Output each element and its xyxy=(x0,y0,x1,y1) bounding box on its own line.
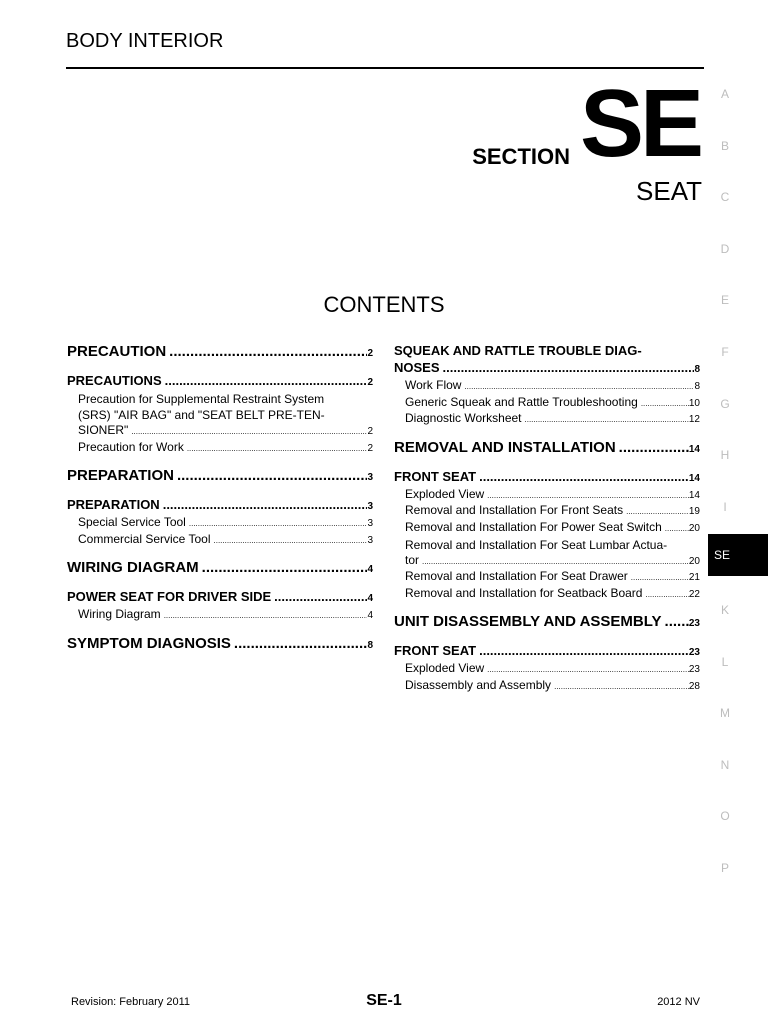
toc-entry-page: 23 xyxy=(688,664,700,676)
toc-entry-title: NOSES xyxy=(394,360,440,375)
toc-entry-title: Removal and Installation for Seatback Board xyxy=(405,585,643,600)
section-label: SECTION xyxy=(472,144,570,169)
toc-row xyxy=(67,440,373,457)
toc-entry-title: Precaution for Work xyxy=(78,439,184,454)
toc-leader-dots xyxy=(476,468,689,485)
toc-entry-title: Work Flow xyxy=(405,378,462,392)
toc-leader-dots xyxy=(662,521,689,537)
toc-leader-dots xyxy=(211,533,368,549)
toc-leader-dots xyxy=(271,588,367,605)
toc-entry-title: Exploded View xyxy=(405,661,485,676)
toc-row xyxy=(394,586,700,603)
toc-entry-page: 2 xyxy=(367,426,373,437)
toc-row xyxy=(67,588,373,607)
toc-entry-title: Wiring Diagram xyxy=(78,607,161,622)
toc-entry-title: FRONT SEAT xyxy=(394,643,477,659)
toc-entry-page: 12 xyxy=(688,414,700,426)
toc-leader-dots xyxy=(616,438,689,458)
toc-entry-title: PRECAUTION xyxy=(67,343,167,360)
toc-entry-title: UNIT DISASSEMBLY AND ASSEMBLY xyxy=(394,613,662,631)
toc-entry[interactable] xyxy=(394,642,700,661)
toc-entry[interactable] xyxy=(394,378,700,395)
toc-entry[interactable] xyxy=(394,342,700,378)
toc-entry-title: tor xyxy=(405,552,420,567)
toc-entry[interactable] xyxy=(394,438,700,460)
toc-row xyxy=(394,411,700,428)
toc-leader-dots xyxy=(484,488,689,504)
side-index-letter[interactable]: E xyxy=(720,293,729,308)
side-index-letter[interactable]: N xyxy=(720,757,730,772)
toc-entry[interactable] xyxy=(394,569,700,586)
side-index-letter[interactable]: L xyxy=(721,654,729,669)
toc-entry-title: Removal and Installation For Front Seats xyxy=(405,503,624,518)
toc-row xyxy=(394,503,700,520)
side-index-letter[interactable]: O xyxy=(720,809,730,824)
toc-entry-page: 2 xyxy=(367,348,373,359)
side-index-letter[interactable]: B xyxy=(720,138,729,153)
toc-entry-page: 8 xyxy=(367,639,373,651)
side-index-letter[interactable]: C xyxy=(720,190,730,205)
toc-row xyxy=(394,612,700,634)
toc-entry-title: REMOVAL AND INSTALLATION xyxy=(394,438,616,456)
side-index-letter[interactable]: D xyxy=(720,241,730,256)
toc-entry[interactable] xyxy=(67,588,373,607)
toc-entry-title: PRECAUTIONS xyxy=(67,373,162,388)
toc-entry-page: 28 xyxy=(688,680,700,692)
toc-row xyxy=(394,395,700,412)
toc-entry-page: 2 xyxy=(367,377,373,388)
toc-entry[interactable] xyxy=(394,612,700,634)
side-index-active-tab[interactable] xyxy=(708,534,768,576)
toc-leader-dots xyxy=(638,396,689,412)
side-index-active-label: SE xyxy=(714,548,731,562)
toc-entry-title: POWER SEAT FOR DRIVER SIDE xyxy=(67,589,272,605)
toc-entry[interactable] xyxy=(394,411,700,428)
toc-entry[interactable] xyxy=(394,661,700,678)
toc-entry-title: FRONT SEAT xyxy=(394,468,477,484)
toc-leader-dots xyxy=(419,554,689,570)
toc-row xyxy=(67,634,373,656)
toc-entry[interactable] xyxy=(67,607,373,624)
side-index-letter[interactable]: K xyxy=(720,603,729,617)
toc-leader-dots xyxy=(166,342,367,362)
toc-entry-title: Commercial Service Tool xyxy=(78,531,211,546)
toc-leader-dots xyxy=(231,634,368,654)
toc-entry[interactable] xyxy=(394,586,700,603)
toc-leader-dots xyxy=(623,504,689,520)
side-index-letter[interactable]: M xyxy=(720,706,730,721)
toc-row xyxy=(394,487,700,504)
toc-entry[interactable] xyxy=(394,678,700,695)
toc-entry-text-line: Removal and Installation For Seat Lumbar Actua- xyxy=(405,537,668,552)
toc-entry[interactable] xyxy=(67,342,373,364)
toc-leader-dots xyxy=(162,372,368,389)
header-rule xyxy=(66,67,704,69)
toc-entry[interactable] xyxy=(394,503,700,520)
side-index-letter[interactable]: A xyxy=(720,87,729,101)
toc-entry-text-line: (SRS) "AIR BAG" and "SEAT BELT PRE-TEN- xyxy=(78,408,325,422)
toc-entry-page: 21 xyxy=(688,572,700,584)
toc-entry-title: Special Service Tool xyxy=(78,515,186,530)
toc-entry-page: 2 xyxy=(367,442,373,454)
toc-leader-dots xyxy=(642,587,688,603)
toc-row xyxy=(394,553,700,570)
side-index-letter[interactable]: H xyxy=(720,448,730,463)
toc-entry[interactable] xyxy=(67,515,373,532)
toc-entry-page: 3 xyxy=(367,472,373,484)
toc-entry-page: 8 xyxy=(694,364,700,375)
toc-entry-title: Disassembly and Assembly xyxy=(405,677,552,692)
toc-row xyxy=(394,678,700,695)
toc-row xyxy=(67,607,373,624)
toc-entry-page: 23 xyxy=(688,647,700,659)
toc-left-column xyxy=(67,342,373,656)
toc-right-column xyxy=(394,342,700,695)
toc-row xyxy=(67,372,373,391)
toc-entry[interactable] xyxy=(67,440,373,457)
toc-leader-dots xyxy=(199,558,368,578)
toc-entry[interactable] xyxy=(394,468,700,487)
toc-entry-page: 23 xyxy=(688,618,700,630)
toc-leader-dots xyxy=(461,379,694,395)
toc-leader-dots xyxy=(484,662,689,678)
footer-page-id: SE-1 xyxy=(366,992,402,1009)
toc-entry[interactable] xyxy=(67,634,373,656)
toc-leader-dots xyxy=(551,679,689,695)
toc-entry-title: Exploded View xyxy=(405,486,485,501)
toc-entry[interactable] xyxy=(394,520,700,537)
toc-entry[interactable] xyxy=(394,537,700,570)
toc-entry[interactable] xyxy=(67,558,373,580)
toc-row xyxy=(67,558,373,580)
toc-entry-page: 4 xyxy=(367,610,373,622)
toc-entry[interactable] xyxy=(67,391,373,440)
toc-entry-page: 14 xyxy=(688,489,700,501)
side-index-letter[interactable]: I xyxy=(723,499,727,514)
toc-row xyxy=(394,642,700,661)
toc-row xyxy=(67,515,373,532)
toc-leader-dots xyxy=(628,570,689,586)
footer-model: 2012 NV xyxy=(657,996,700,1008)
toc-leader-dots xyxy=(174,466,367,486)
toc-entry[interactable] xyxy=(394,487,700,504)
header-title: BODY INTERIOR xyxy=(66,30,224,52)
toc-entry-page: 20 xyxy=(688,522,700,534)
toc-row xyxy=(394,359,700,378)
toc-entry[interactable] xyxy=(67,466,373,488)
toc-row xyxy=(67,423,373,440)
toc-entry-page: 20 xyxy=(688,555,700,567)
toc-leader-dots xyxy=(476,642,689,659)
side-index-letter[interactable]: F xyxy=(721,345,729,359)
toc-entry-page: 22 xyxy=(688,588,700,600)
toc-leader-dots xyxy=(522,412,689,428)
toc-entry-title: PREPARATION xyxy=(67,467,174,485)
toc-entry-title: SIONER" xyxy=(78,423,129,437)
toc-entry-page: 19 xyxy=(688,506,700,518)
toc-entry-title: Generic Squeak and Rattle Troubleshooting xyxy=(405,394,638,409)
toc-entry[interactable] xyxy=(67,532,373,549)
toc-entry-text-line: Precaution for Supplemental Restraint System xyxy=(78,392,325,406)
toc-leader-dots xyxy=(662,612,689,632)
toc-row xyxy=(394,520,700,537)
section-code: SE xyxy=(579,70,700,177)
toc-leader-dots xyxy=(160,496,368,513)
toc-entry-page: 3 xyxy=(367,501,373,513)
toc-entry[interactable] xyxy=(67,372,373,391)
toc-leader-dots xyxy=(128,424,367,440)
footer-revision: Revision: February 2011 xyxy=(71,996,191,1008)
toc-leader-dots xyxy=(161,608,368,624)
toc-row xyxy=(67,466,373,488)
toc-row xyxy=(67,532,373,549)
toc-row xyxy=(67,496,373,515)
toc-entry-title: Removal and Installation For Power Seat Switch xyxy=(405,519,662,534)
toc-entry-page: 14 xyxy=(688,443,700,455)
section-name: SEAT xyxy=(636,176,702,206)
toc-entry-page: 3 xyxy=(367,518,373,530)
toc-entry-page: 4 xyxy=(367,564,373,576)
toc-entry-page: 4 xyxy=(367,593,373,605)
toc-entry[interactable] xyxy=(67,496,373,515)
toc-entry-title: Removal and Installation For Seat Drawer xyxy=(405,569,628,584)
toc-entry-title: SYMPTOM DIAGNOSIS xyxy=(67,634,231,652)
side-index-letter[interactable]: G xyxy=(720,396,730,411)
side-index-letter[interactable]: P xyxy=(720,861,729,875)
toc-row xyxy=(394,378,700,395)
toc-leader-dots xyxy=(440,359,695,376)
toc-row xyxy=(67,342,373,364)
contents-title: CONTENTS xyxy=(323,292,445,317)
toc-entry-page: 14 xyxy=(688,472,700,484)
toc-row xyxy=(394,661,700,678)
toc-leader-dots xyxy=(184,441,368,457)
toc-row xyxy=(394,468,700,487)
toc-row xyxy=(394,438,700,460)
toc-leader-dots xyxy=(186,516,368,532)
toc-entry-title: WIRING DIAGRAM xyxy=(67,559,199,577)
toc-row xyxy=(394,569,700,586)
toc-entry-page: 8 xyxy=(694,381,700,392)
toc-entry-title: Diagnostic Worksheet xyxy=(405,411,522,426)
toc-entry-title: PREPARATION xyxy=(67,497,160,513)
toc-entry[interactable] xyxy=(394,395,700,412)
toc-entry-page: 10 xyxy=(688,397,700,409)
toc-entry-page: 3 xyxy=(367,534,373,546)
toc-entry-text-line: SQUEAK AND RATTLE TROUBLE DIAG- xyxy=(394,343,642,358)
